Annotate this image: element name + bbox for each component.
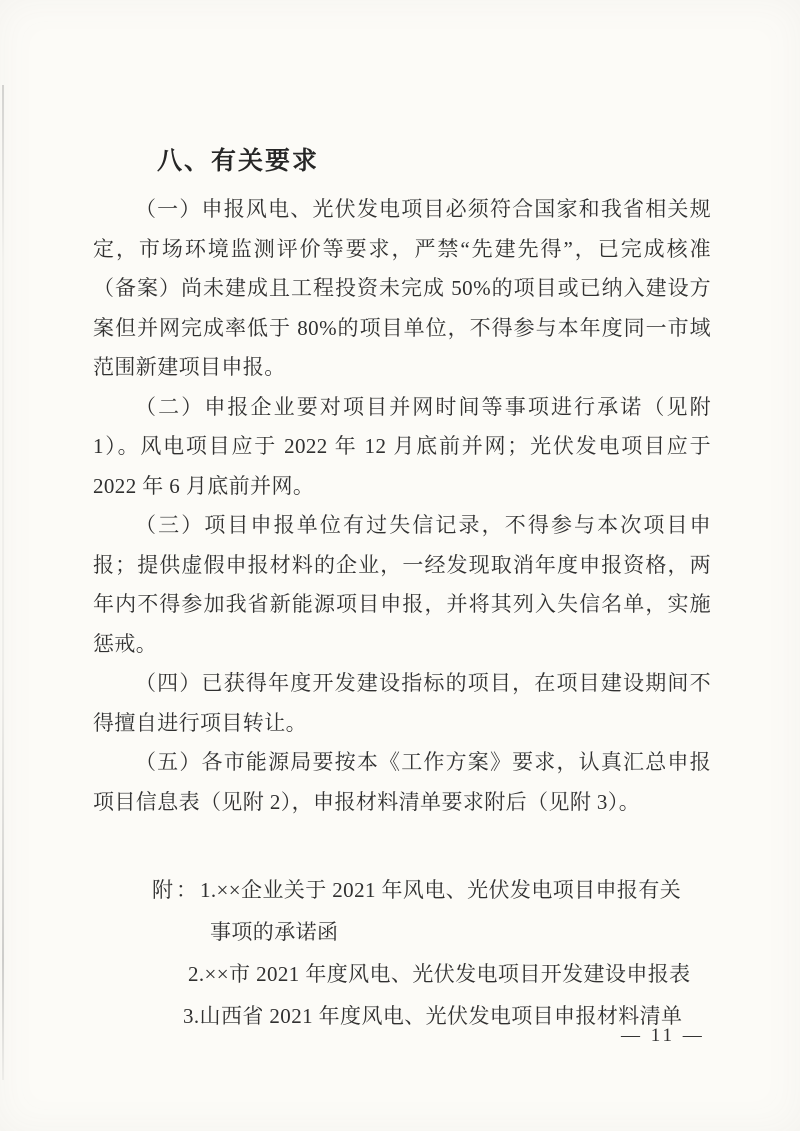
attachment-item-3: 3.山西省 2021 年度风电、光伏发电项目申报材料清单 — [183, 1004, 683, 1028]
paragraph-5: （五）各市能源局要按本《工作方案》要求，认真汇总申报项目信息表（见附 2），申报材料清单要求附后（见附 3）。 — [93, 750, 711, 814]
attachment-item-1-line-2: 事项的承诺函 — [210, 920, 339, 944]
paragraph-3: （三）项目申报单位有过失信记录，不得参与本次项目申报；提供虚假申报材料的企业，一经发现取消年度申报资格，两年内不得参加我省新能源项目申报，并将其列入失信名单，实施惩戒。 — [93, 513, 711, 656]
attachment-item-2: 2.××市 2021 年度风电、光伏发电项目开发建设申报表 — [188, 962, 691, 986]
attachment-item-1-line-1: 1.××企业关于 2021 年风电、光伏发电项目申报有关 — [200, 878, 682, 902]
attachment-list — [93, 869, 711, 1037]
attachment-item-1 — [93, 869, 711, 911]
section-heading: 八、有关要求 — [157, 147, 320, 175]
paragraph-2: （二）申报企业要对项目并网时间等事项进行承诺（见附 1）。风电项目应于 2022 年 12 月底前并网；光伏发电项目应于 2022 年 6 月底前并网。 — [93, 394, 711, 498]
attachment-label: 附： — [152, 878, 200, 902]
paragraph-1: （一）申报风电、光伏发电项目必须符合国家和我省相关规定，市场环境监测评价等要求，严禁“先建先得”，已完成核准（备案）尚未建成且工程投资未完成 50%的项目或已纳入建设方案但并网完成率低于 80%的项目单位，不得参与本年度同一市域范围新建项目申报。 — [93, 197, 711, 379]
paragraph-4: （四）已获得年度开发建设指标的项目，在项目建设期间不得擅自进行项目转让。 — [93, 671, 711, 735]
page-content — [93, 141, 711, 1037]
scan-edge-artifact — [2, 85, 4, 1080]
page-number: — 11 — — [621, 1025, 705, 1046]
